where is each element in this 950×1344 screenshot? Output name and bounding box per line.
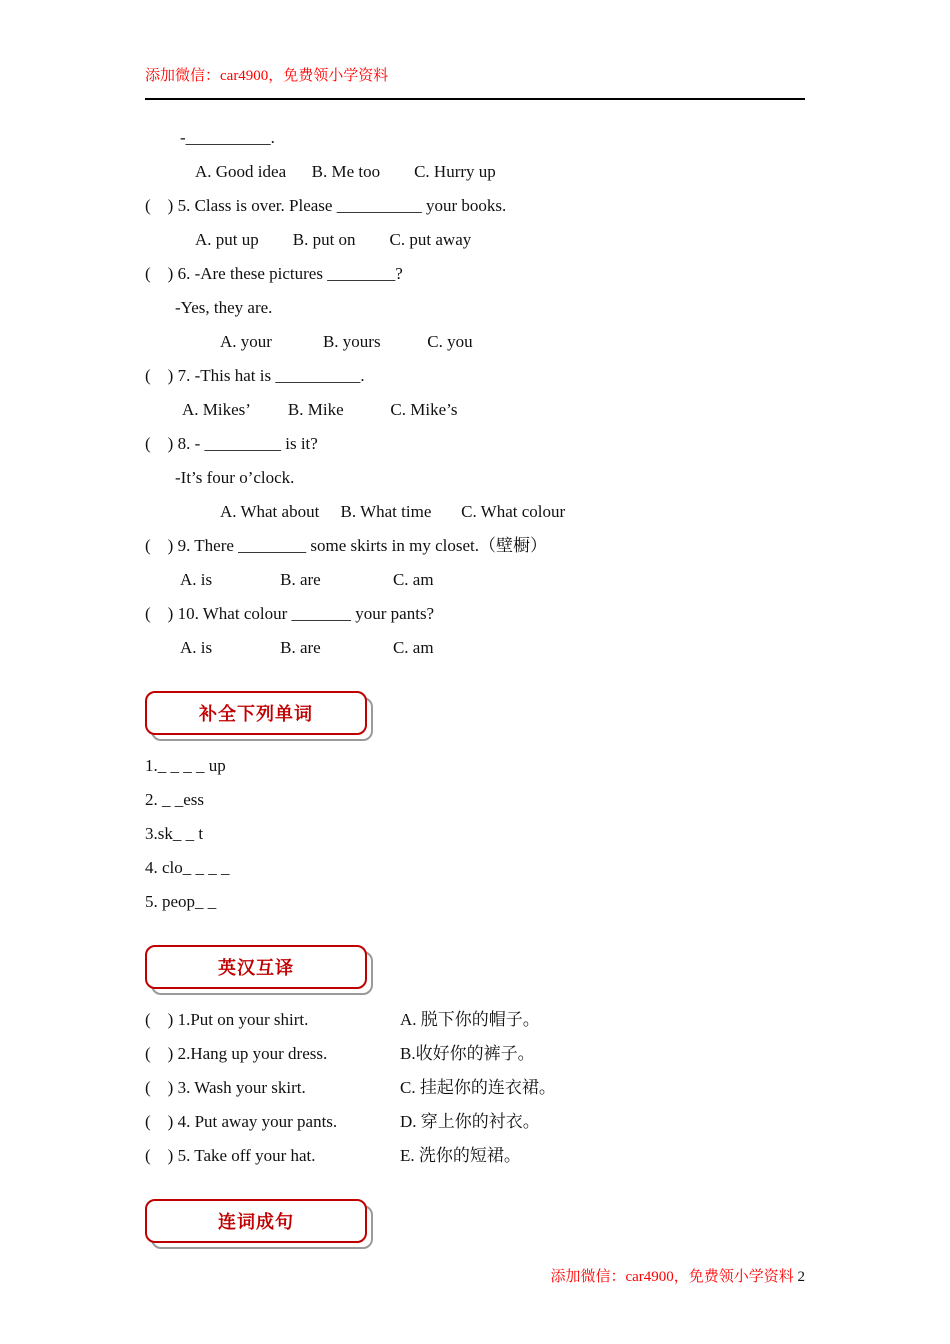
section-title-translation: 英汉互译	[218, 958, 294, 978]
pair-chinese: D. 穿上你的衬衣。	[400, 1112, 540, 1131]
question-line: A. your B. yours C. you	[220, 332, 473, 351]
footer-promo-note	[535, 1248, 805, 1303]
question-line: ( ) 7. -This hat is __________.	[145, 366, 365, 385]
section-title-make-sentences: 连词成句	[218, 1212, 294, 1232]
word-completion-line: 2. _ _ess	[145, 790, 205, 809]
word-completion-line: 4. clo_ _ _ _	[145, 858, 230, 877]
question-line: A. Good idea B. Me too C. Hurry up	[195, 162, 496, 181]
section-title-box	[145, 691, 367, 735]
word-completion-line: 5. peop_ _	[145, 892, 217, 911]
question-line: ( ) 10. What colour _______ your pants?	[145, 604, 435, 623]
question-line: A. is B. are C. am	[180, 638, 434, 657]
question-line: ( ) 6. -Are these pictures ________?	[145, 264, 403, 283]
question-line: A. What about B. What time C. What colour	[220, 502, 566, 521]
multiple-choice-lines	[145, 121, 845, 665]
pair-chinese: C. 挂起你的连衣裙。	[400, 1078, 556, 1097]
pair-english: ( ) 5. Take off your hat.	[145, 1146, 316, 1165]
translation-pair-row	[145, 1071, 845, 1105]
section-make-sentences	[145, 1199, 377, 1249]
translation-pair-row	[145, 1003, 845, 1037]
translation-pair-row	[145, 1105, 845, 1139]
question-line: A. Mikes’ B. Mike C. Mike’s	[182, 400, 458, 419]
translation-pairs-list	[145, 1003, 845, 1173]
pair-english: ( ) 2.Hang up your dress.	[145, 1044, 328, 1063]
question-line: ( ) 5. Class is over. Please __________ your books.	[145, 196, 507, 215]
pair-chinese: A. 脱下你的帽子。	[400, 1010, 540, 1029]
footer-note-text: 添加微信：car4900，免费领小学资料	[550, 1269, 794, 1285]
section-translation	[145, 945, 377, 995]
section-complete-words	[145, 691, 377, 741]
section-title-box	[145, 945, 367, 989]
worksheet-content	[145, 121, 845, 1257]
translation-pair-row	[145, 1037, 845, 1071]
pair-english: ( ) 3. Wash your skirt.	[145, 1078, 306, 1097]
header-divider	[145, 98, 805, 100]
pair-chinese: E. 洗你的短裙。	[400, 1146, 521, 1165]
complete-words-list	[145, 749, 845, 919]
pair-english: ( ) 1.Put on your shirt.	[145, 1010, 309, 1029]
pair-english: ( ) 4. Put away your pants.	[145, 1112, 338, 1131]
translation-pair-row	[145, 1139, 845, 1173]
section-title-complete-words: 补全下列单词	[199, 704, 313, 724]
question-line: A. put up B. put on C. put away	[195, 230, 472, 249]
word-completion-line: 3.sk_ _ t	[145, 824, 204, 843]
page-number: 2	[797, 1269, 805, 1285]
question-line: -Yes, they are.	[175, 298, 273, 317]
pair-chinese: B.收好你的裤子。	[400, 1044, 535, 1063]
question-line: -It’s four o’clock.	[175, 468, 295, 487]
question-line: -__________.	[180, 128, 275, 147]
question-line: ( ) 8. - _________ is it?	[145, 434, 318, 453]
word-completion-line: 1._ _ _ _ up	[145, 756, 226, 775]
question-line: A. is B. are C. am	[180, 570, 434, 589]
section-title-box	[145, 1199, 367, 1243]
header-promo-note: 添加微信：car4900，免费领小学资料	[145, 68, 389, 84]
question-line: ( ) 9. There ________ some skirts in my closet.（壁橱）	[145, 536, 547, 555]
